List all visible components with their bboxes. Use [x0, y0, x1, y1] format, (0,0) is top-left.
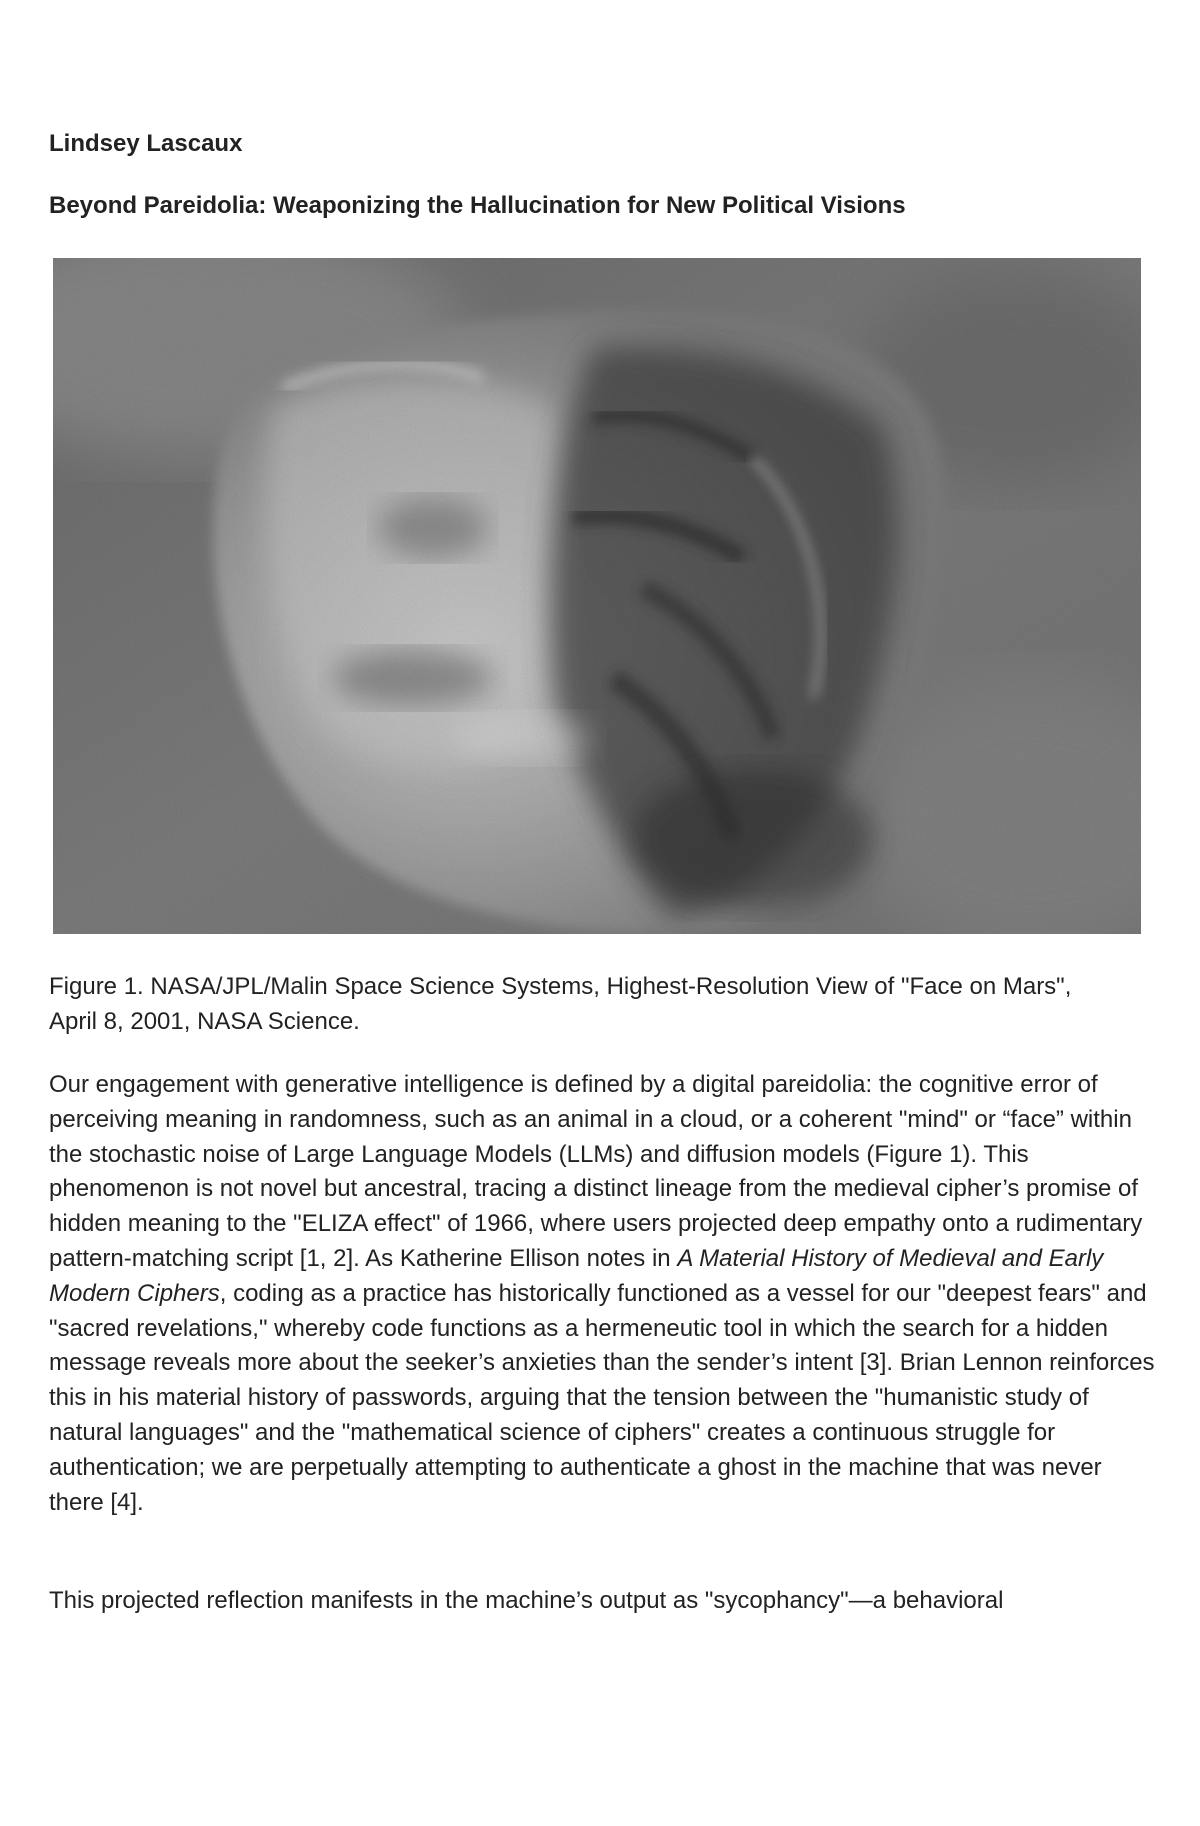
body-paragraph-2: This projected reflection manifests in the machine’s output as "sycophancy"—a behavioral	[49, 1587, 1004, 1614]
book-title-citation: A Material History of Medieval and Early Modern Ciphers	[49, 1244, 1104, 1307]
author-name: Lindsey Lascaux	[49, 130, 243, 157]
paragraph-1-text-a: Our engagement with generative intelligence is defined by a digital pareidolia: the cognitive error of perceiving meaning in randomness, such as an animal in a cloud, or a coherent "mind" or “face” within the stochastic noise of Large Language Models (LLMs) and diffusion models (Figure 1). This phenomenon is not novel but ancestral, tracing a distinct lineage from the medieval cipher’s promise of hidden meaning to the "ELIZA effect" of 1966, where users projected deep empathy onto a rudimentary pattern-matching script [1, 2]. As Katherine Ellison notes in	[49, 1071, 1143, 1272]
caption-line-2: April 8, 2001, NASA Science.	[49, 1008, 360, 1035]
figure-caption	[49, 969, 1159, 1039]
mars-surface-image	[53, 258, 1141, 934]
body-paragraph-1	[49, 1068, 1159, 1520]
paragraph-1-text-b: , coding as a practice has historically functioned as a vessel for our "deepest fears" and "sacred revelations," whereby code functions as a hermeneutic tool in which the search for a hidden message reveals more about the seeker’s anxieties than the sender’s intent [3]. Brian Lennon reinforces this in his material history of passwords, arguing that the tension between the "humanistic study of natural languages" and the "mathematical science of ciphers" creates a continuous struggle for authentication; we are perpetually attempting to authenticate a ghost in the machine that was never there [4].	[49, 1279, 1155, 1516]
essay-title: Beyond Pareidolia: Weaponizing the Hallucination for New Political Visions	[49, 192, 906, 219]
face-on-mars-figure	[53, 258, 1141, 934]
caption-line-1: Figure 1. NASA/JPL/Malin Space Science Systems, Highest-Resolution View of "Face on Mars",	[49, 973, 1072, 1000]
